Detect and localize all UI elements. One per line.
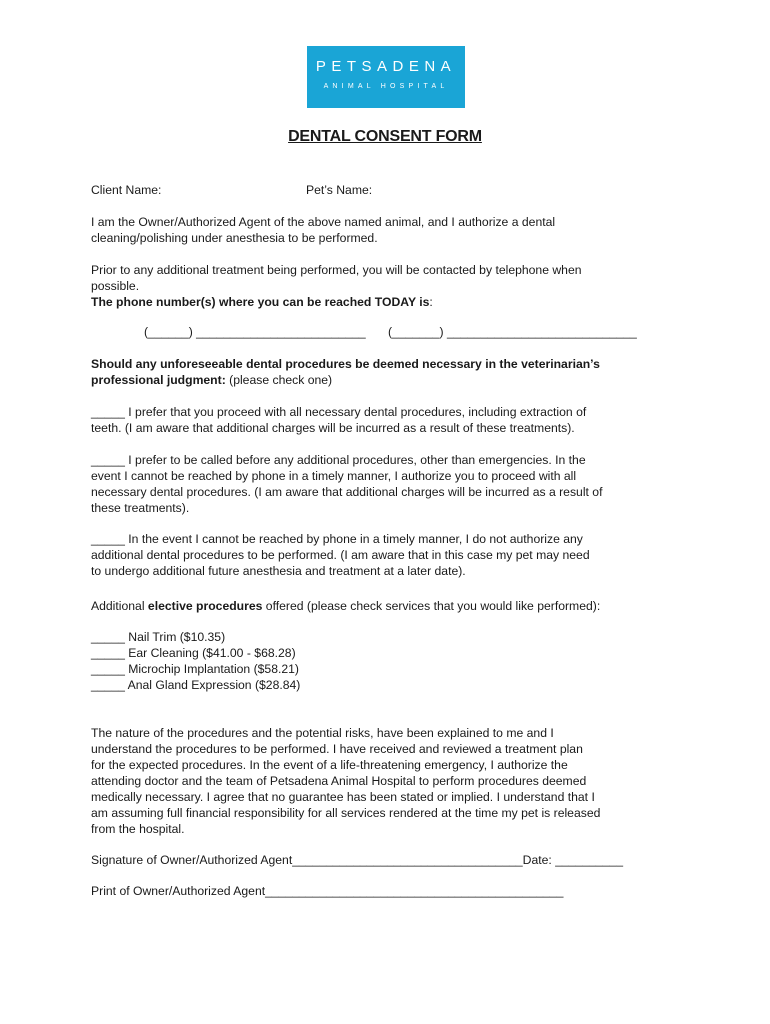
phone-prompt	[91, 294, 433, 310]
service-ear-cleaning[interactable]: _____ Ear Cleaning ($41.00 - $68.28)	[91, 646, 296, 660]
option-do-not-authorize-line-2: additional dental procedures to be performed. (I am aware that in this case my pet may need	[91, 548, 590, 562]
phone-field-1[interactable]: (______) _________________________	[144, 325, 366, 339]
check-one-instruction: (please check one)	[225, 373, 333, 387]
service-nail-trim[interactable]: _____ Nail Trim ($10.35)	[91, 630, 226, 644]
authorization-line-2: cleaning/polishing under anesthesia to be performed.	[91, 231, 378, 245]
logo-brand-text: PETSADENA	[315, 58, 457, 75]
form-title: DENTAL CONSENT FORM	[288, 128, 482, 145]
option-call-first-line-2: event I cannot be reached by phone in a timely manner, I authorize you to proceed with all	[91, 469, 577, 483]
phone-prompt-colon: :	[429, 295, 433, 309]
disclosure-line-2: understand the procedures to be performed. I have received and reviewed a treatment plan	[91, 742, 583, 756]
disclosure-line-7: from the hospital.	[91, 822, 185, 836]
option-proceed-line-1[interactable]: _____ I prefer that you proceed with all necessary dental procedures, including extraction of	[91, 405, 587, 419]
disclosure-line-5: medically necessary. I agree that no guarantee has been stated or implied. I understand that I	[91, 790, 595, 804]
elective-procedures-label: elective procedures	[147, 599, 263, 613]
contact-notice-line-1: Prior to any additional treatment being performed, you will be contacted by telephone when	[91, 263, 582, 277]
phone-field-2[interactable]: (_______) ____________________________	[388, 325, 637, 339]
disclosure-line-4: attending doctor and the team of Petsadena Animal Hospital to perform procedures deemed	[91, 774, 587, 788]
option-call-first-line-4: these treatments).	[91, 501, 190, 515]
elective-heading	[91, 598, 600, 614]
option-do-not-authorize-line-1[interactable]: _____ In the event I cannot be reached by phone in a timely manner, I do not authorize any	[91, 532, 583, 546]
client-name-label: Client Name:	[91, 183, 162, 197]
elective-prefix: Additional	[91, 599, 148, 613]
unforeseeable-heading-line-1: Should any unforeseeable dental procedures be deemed necessary in the veterinarian’s	[91, 357, 600, 371]
option-proceed-line-2: teeth. (I am aware that additional charges will be incurred as a result of these treatments).	[91, 421, 575, 435]
signature-field[interactable]: Signature of Owner/Authorized Agent__________________________________Date: __________	[91, 853, 623, 867]
service-anal-gland[interactable]: _____ Anal Gland Expression ($28.84)	[91, 678, 301, 692]
print-name-field[interactable]: Print of Owner/Authorized Agent____________________________________________	[91, 884, 564, 898]
service-microchip[interactable]: _____ Microchip Implantation ($58.21)	[91, 662, 299, 676]
phone-prompt-text: The phone number(s) where you can be reached TODAY is	[91, 295, 430, 309]
option-call-first-line-1[interactable]: _____ I prefer to be called before any additional procedures, other than emergencies. In the	[91, 453, 586, 467]
disclosure-line-3: for the expected procedures. In the event of a life-threatening emergency, I authorize the	[91, 758, 568, 772]
authorization-line-1: I am the Owner/Authorized Agent of the above named animal, and I authorize a dental	[91, 215, 556, 229]
option-do-not-authorize-line-3: to undergo additional future anesthesia and treatment at a later date).	[91, 564, 466, 578]
option-call-first-line-3: necessary dental procedures. (I am aware that additional charges will be incurred as a result of	[91, 485, 603, 499]
elective-suffix: offered (please check services that you would like performed):	[262, 599, 601, 613]
petsadena-logo	[307, 46, 465, 108]
unforeseeable-heading-line-2	[91, 372, 332, 388]
pet-name-label: Pet’s Name:	[306, 183, 373, 197]
disclosure-line-1: The nature of the procedures and the potential risks, have been explained to me and I	[91, 726, 554, 740]
contact-notice-line-2: possible.	[91, 279, 140, 293]
disclosure-line-6: am assuming full financial responsibility for all services rendered at the time my pet is released	[91, 806, 601, 820]
logo-subtitle-text: ANIMAL HOSPITAL	[323, 83, 449, 90]
professional-judgment-label: professional judgment:	[91, 373, 226, 387]
